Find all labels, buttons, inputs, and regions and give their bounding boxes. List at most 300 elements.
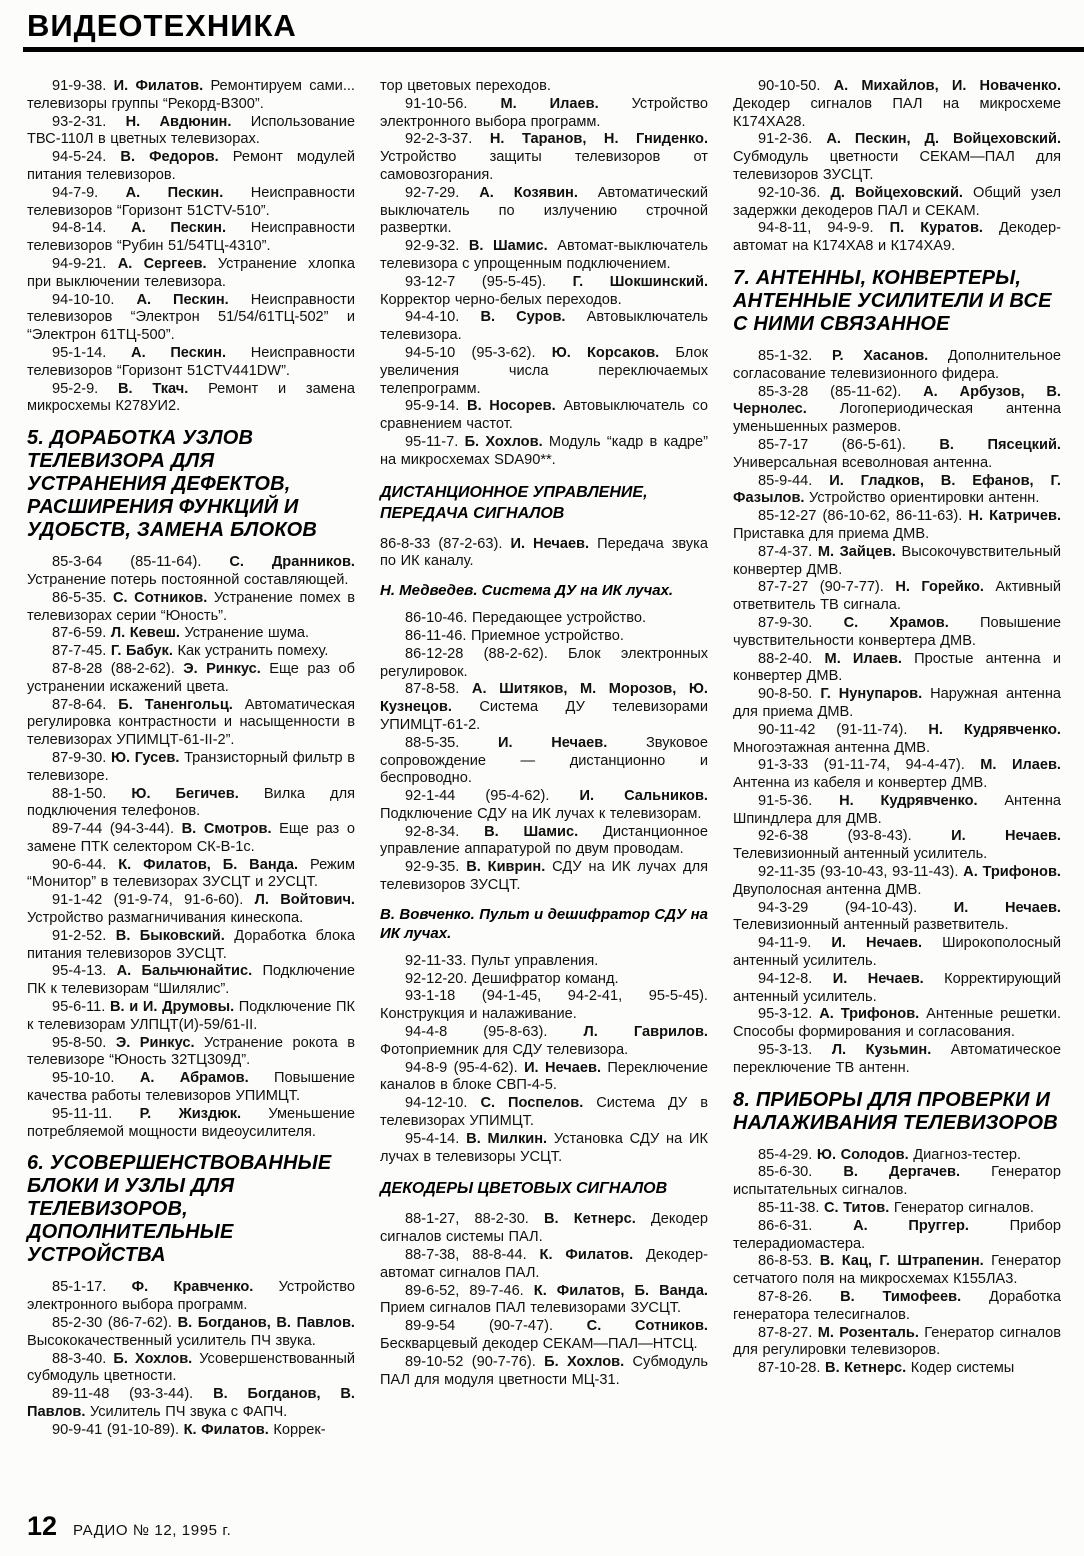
entry-ref: 94-9-21. [52, 255, 118, 272]
entry-ref: 94-5-24. [52, 149, 121, 166]
entry-author: И. Нечаев. [832, 970, 945, 987]
entry-author: С. Сотников. [112, 589, 214, 606]
entry-text: Дополнительное согласование телевизионного фидера. [733, 347, 1061, 382]
entry-ref: 89-11-48 (93-3-44). [52, 1386, 214, 1403]
article-entry [380, 1283, 708, 1319]
column-3 [733, 78, 1061, 1460]
entry-text: Антенна Шпиндлера для ДМВ. [733, 792, 1061, 827]
article-entry [733, 900, 1061, 936]
article-entry [27, 220, 355, 256]
entry-text: Система ДУ в телевизорах УПИМЦТ. [380, 1095, 708, 1130]
article-entry [27, 625, 355, 643]
article-entry [380, 646, 708, 682]
article-entry [380, 953, 708, 971]
entry-text: Общий узел задержки декодеров ПАЛ и СЕКАМ. [733, 184, 1062, 219]
entry-author: А. Пескин. [136, 291, 251, 308]
article-entry [733, 579, 1061, 615]
entry-text: Повышение качества работы телевизоров УПИМЦТ. [27, 1070, 356, 1105]
entry-text: Генератор испытательных сигналов. [733, 1164, 1061, 1199]
entry-ref: 92-11-35 (93-10-43, 93-11-43). [758, 864, 964, 881]
entry-ref: 86-5-35. [52, 589, 113, 606]
journal-issue-label: РАДИО № 12, 1995 г. [73, 1522, 232, 1539]
entry-ref: 95-4-14. [405, 1130, 467, 1147]
article-entry [380, 1318, 708, 1354]
section-heading: 6. УСОВЕРШЕНСТВОВАННЫЕ БЛОКИ И УЗЛЫ ДЛЯ ТЕЛЕВИЗОРОВ, ДОПОЛНИТЕЛЬНЫЕ УСТРОЙСТВА [27, 1152, 332, 1267]
article-entry [27, 750, 355, 786]
entry-author: М. Илаев. [824, 650, 915, 667]
entry-text: Универсальная всеволновая антенна. [733, 454, 993, 471]
entry-ref: 92-1-44 (95-4-62). [405, 788, 580, 805]
article-entry [380, 1131, 708, 1167]
article-entry [380, 434, 708, 470]
article-entry [733, 473, 1061, 509]
entry-author: Б. Хохлов. [544, 1353, 633, 1370]
entry-ref: 89-7-44 (94-3-44). [52, 821, 182, 838]
entry-author: А. Бальчюнайтис. [116, 963, 263, 980]
entry-ref: 95-11-7. [405, 433, 465, 450]
entry-text: Приемное устройство. [470, 627, 624, 644]
entry-ref: 86-8-33 (87-2-63). [380, 535, 511, 552]
entry-text: Бескварцевый декодер СЕКАМ—ПАЛ—НТСЦ. [380, 1336, 698, 1353]
entry-ref: 91-5-36. [758, 792, 840, 809]
entry-author: И. Гладков, В. Ефанов, Г. Фазылов. [733, 472, 1061, 507]
entry-ref: 94-7-9. [52, 184, 126, 201]
entry-author: А. Сергеев. [117, 255, 218, 272]
article-entry [380, 274, 708, 310]
entry-author: М. Зайцев. [817, 543, 902, 560]
entry-ref: 92-9-35. [405, 859, 467, 876]
entry-text: Устранение помех в телевизорах серии “Юность”. [27, 589, 355, 624]
article-entry [27, 928, 355, 964]
article-entry [27, 999, 355, 1035]
article-entry [27, 1386, 355, 1422]
entry-ref: 90-9-41 (91-10-89). [52, 1421, 184, 1438]
entry-author: М. Розенталь. [817, 1324, 925, 1341]
entry-author: А. Трифонов. [819, 1006, 927, 1023]
entry-author: П. Куратов. [889, 220, 1000, 237]
article-entry [733, 1164, 1061, 1200]
article-entry [380, 1247, 708, 1283]
subsection-heading: ДИСТАНЦИОННОЕ УПРАВЛЕНИЕ, ПЕРЕДАЧА СИГНАЛОВ [380, 483, 648, 522]
entry-text: Автовыключатель со сравнением частот. [380, 398, 708, 433]
article-entry [380, 238, 708, 274]
entry-author: И. Нечаев. [951, 828, 1061, 845]
entry-ref: 90-8-50. [758, 686, 821, 703]
entry-text: Подключение ПК к телевизорам УЛПЦТ(И)-59/61-II. [27, 999, 355, 1033]
entry-author: С. Титов. [823, 1200, 894, 1217]
entry-ref: 95-1-14. [52, 344, 132, 361]
entry-text: Усовершенствованный субмодуль цветности. [27, 1350, 355, 1385]
article-entry [380, 185, 708, 238]
entry-ref: 86-6-31. [758, 1217, 854, 1234]
entry-ref: 85-9-44. [758, 472, 830, 489]
entry-author: В. Федоров. [120, 149, 233, 166]
entry-text: СДУ на ИК лучах для телевизоров ЗУСЦТ. [380, 859, 708, 894]
entry-ref: 87-8-64. [52, 696, 119, 713]
entry-author: В. Киврин. [466, 859, 553, 876]
entry-ref: 94-4-10. [405, 309, 481, 326]
entry-author: Н. Горейко. [895, 579, 996, 596]
entry-ref: 91-3-33 (91-11-74, 94-4-47). [758, 757, 981, 774]
series-heading: Н. Медведев. Система ДУ на ИК лучах. [380, 582, 674, 600]
entry-ref: 86-11-46. [405, 627, 471, 644]
entry-text: Подключение СДУ на ИК лучах к телевизорам. [380, 805, 702, 822]
entry-ref: 87-6-59. [52, 625, 111, 642]
entry-author: М. Илаев. [500, 95, 632, 112]
article-entry [380, 824, 708, 860]
entry-text: Устройство ориентировки антенн. [809, 490, 1040, 507]
entry-ref: 88-1-27, 88-2-30. [405, 1211, 545, 1228]
entry-text: Устранение рокота в телевизоре “Юность 32ТЦ309Д”. [27, 1034, 355, 1069]
entry-author: А. Козявин. [479, 184, 598, 201]
article-entry [380, 735, 708, 788]
article-entry [733, 1360, 1061, 1378]
article-entry [733, 437, 1061, 473]
entry-ref: 94-8-11, 94-9-9. [758, 220, 890, 237]
article-entry [380, 788, 708, 824]
article-entry [27, 78, 355, 114]
entry-text: Кодер системы [910, 1360, 1015, 1377]
entry-author: Р. Хасанов. [831, 347, 948, 364]
entry-ref: 94-8-9 (95-4-62). [405, 1059, 525, 1076]
entry-text: Приставка для приема ДМВ. [733, 525, 930, 542]
entry-text: Доработка генератора телесигналов. [733, 1289, 1061, 1323]
entry-author: И. Нечаев. [498, 734, 646, 751]
entry-text: Режим “Монитор” в телевизорах ЗУСЦТ и 2УСЦТ. [27, 856, 355, 891]
entry-text: Еще раз о замене ПТК селектором СК-В-1с. [27, 821, 355, 855]
article-entry [27, 292, 355, 345]
entry-text: Прибор телерадиомастера. [733, 1217, 1061, 1252]
entry-ref: 88-1-50. [52, 785, 132, 802]
entry-author: К. Филатов, Б. Ванда. [118, 856, 310, 873]
article-entry [380, 309, 708, 345]
column-1 [27, 78, 355, 1460]
entry-author: Л. Войтович. [254, 892, 355, 909]
entry-ref: 86-10-46. [405, 610, 473, 627]
entry-text: Логопериодическая антенна уменьшенных размеров. [733, 401, 1061, 436]
entry-ref: 91-1-42 (91-9-74, 91-6-60). [52, 892, 255, 909]
entry-author: А. Абрамов. [139, 1070, 275, 1087]
entry-text: Генератор сетчатого поля на микросхемах К155ЛА3. [733, 1253, 1061, 1288]
entry-ref: 92-6-38 (93-8-43). [758, 828, 952, 845]
section-heading: 7. АНТЕННЫ, КОНВЕРТЕРЫ, АНТЕННЫЕ УСИЛИТЕЛИ И ВСЕ С НИМИ СВЯЗАННОЕ [733, 266, 1052, 335]
entry-text: Повышение чувствительности конвертера ДМВ. [733, 614, 1061, 649]
article-entry [380, 971, 708, 989]
entry-ref: 93-12-7 (95-5-45). [405, 273, 573, 290]
entry-ref: 91-9-38. [52, 78, 114, 94]
entry-ref: 85-1-32. [758, 347, 832, 364]
page-footer [27, 1511, 231, 1542]
entry-author: Ф. Кравченко. [131, 1279, 279, 1296]
article-entry [27, 643, 355, 661]
entry-ref: 94-3-29 (94-10-43). [758, 899, 954, 916]
entry-author: И. Сальников. [579, 788, 708, 805]
entry-ref: 88-2-40. [758, 650, 825, 667]
section-heading: 8. ПРИБОРЫ ДЛЯ ПРОВЕРКИ И НАЛАЖИВАНИЯ ТЕЛЕВИЗОРОВ [733, 1088, 1058, 1134]
article-entry [733, 78, 1061, 131]
entry-ref: 95-6-11. [52, 999, 110, 1016]
entry-author: Ю. Корсаков. [551, 344, 676, 361]
entry-ref: 95-3-12. [758, 1006, 820, 1023]
entry-text: Передача звука по ИК каналу. [380, 535, 708, 570]
entry-text: Установка СДУ на ИК лучах в телевизоры УСЦТ. [380, 1130, 708, 1165]
entry-author: Л. Кузьмин. [831, 1042, 951, 1059]
entry-ref: 90-10-50. [758, 78, 834, 94]
entry-text: Неисправности телевизоров “Горизонт 51CTV-510”. [27, 184, 355, 219]
article-entry [380, 1024, 708, 1060]
entry-ref: 94-11-9. [758, 935, 832, 952]
entry-author: И. Нечаев. [510, 535, 598, 552]
entry-text: Устройство электронного выбора программ. [380, 95, 708, 130]
entry-author: Н. Авдюнин. [125, 113, 251, 130]
entry-ref: 87-4-37. [758, 543, 818, 560]
article-entry [380, 1060, 708, 1096]
entry-ref: 90-11-42 (91-11-74). [758, 721, 929, 738]
entry-ref: 85-3-28 (85-11-62). [758, 383, 924, 400]
entry-ref: 89-9-54 (90-7-47). [405, 1318, 587, 1335]
article-entry [380, 859, 708, 895]
article-entry [27, 1035, 355, 1071]
entry-text: Пульт управления. [470, 952, 599, 969]
article-entry [27, 1070, 355, 1106]
entry-ref: 92-2-3-37. [405, 131, 490, 148]
entry-text: Блок электронных регулировок. [380, 645, 708, 680]
entry-ref: 85-4-29. [758, 1146, 817, 1163]
entry-ref: 85-2-30 (86-7-62). [52, 1315, 178, 1332]
article-entry [27, 786, 355, 822]
entry-author: В. Тимофеев. [840, 1289, 989, 1306]
entry-author: Ю. Гусев. [110, 749, 185, 766]
article-entry [733, 1253, 1061, 1289]
entry-ref: 87-7-45. [52, 643, 111, 660]
entry-ref: 88-5-35. [405, 734, 499, 751]
entry-author: А. Арбузов, В. Чернолес. [733, 383, 1061, 418]
entry-ref: 94-12-10. [405, 1095, 481, 1112]
article-entry [27, 892, 355, 928]
entry-author: С. Поспелов. [480, 1095, 597, 1112]
entry-author: В. Ткач. [118, 380, 209, 397]
entry-author: К. Филатов. [183, 1421, 274, 1438]
entry-text: Автомат-выключатель телевизора с упрощенным подключением. [380, 238, 708, 272]
entry-ref: 94-5-10 (95-3-62). [405, 344, 552, 361]
entry-text: Многоэтажная антенна ДМВ. [733, 739, 931, 756]
entry-ref: 85-3-64 (85-11-64). [52, 554, 230, 571]
article-entry [733, 1042, 1061, 1078]
entry-text: Фотоприемник для СДУ телевизора. [380, 1041, 629, 1058]
entry-ref: 87-7-27 (90-7-77). [758, 579, 896, 596]
article-entry [27, 185, 355, 221]
entry-text: Доработка блока питания телевизоров ЗУСЦТ. [27, 927, 355, 962]
entry-ref: 94-12-8. [758, 970, 833, 987]
article-entry [733, 651, 1061, 687]
entry-ref: 93-2-31. [52, 113, 126, 130]
article-entry [733, 1200, 1061, 1218]
entry-author: Л. Гаврилов. [583, 1024, 708, 1041]
entry-ref: 95-4-13. [52, 963, 117, 980]
entry-ref: 88-3-40. [52, 1350, 114, 1367]
entry-author: Н. Кудрявченко. [839, 792, 1005, 809]
series-heading: В. Вовченко. Пульт и дешифратор СДУ на ИК лучах. [380, 905, 708, 942]
article-entry [733, 384, 1061, 437]
article-entry [733, 131, 1061, 184]
entry-author: В. Кац, Г. Штрапенин. [819, 1253, 992, 1270]
article-entry [27, 149, 355, 185]
entry-author: С. Сотников. [586, 1318, 708, 1335]
entry-ref: 87-9-30. [758, 614, 844, 631]
entry-author: В. Суров. [480, 309, 587, 326]
article-entry [733, 508, 1061, 544]
entry-text: Субмодуль цветности СЕКАМ—ПАЛ для телевизоров ЗУСЦТ. [733, 149, 1061, 183]
article-entry [380, 628, 708, 646]
entry-author: И. Нечаев. [831, 935, 943, 952]
article-entry [27, 857, 355, 893]
entry-text: Конструкция и налаживание. [380, 1006, 577, 1023]
article-entry [733, 757, 1061, 793]
entry-author: Л. Кевеш. [110, 625, 185, 642]
entry-author: Р. Жиздюк. [139, 1105, 269, 1122]
entry-author: Б. Таненгольц. [118, 696, 245, 713]
entry-text: Устройство защиты телевизоров от самовозгорания. [380, 149, 708, 183]
entry-text: Устранение хлопка при выключении телевизора. [27, 255, 355, 290]
article-entry [733, 185, 1061, 221]
entry-ref: 95-9-14. [405, 398, 468, 415]
entry-text: Активный ответвитель ТВ сигнала. [733, 579, 1061, 614]
article-entry [733, 1289, 1061, 1325]
column-2 [380, 78, 708, 1460]
entry-text: Автоматический выключатель по излучению строчной развертки. [380, 184, 708, 237]
entry-author: Э. Ринкус. [115, 1034, 205, 1051]
masthead [0, 0, 1084, 42]
entry-ref: 90-6-44. [52, 856, 119, 873]
entry-author: Г. Нунупаров. [820, 686, 931, 703]
entry-text: Вилка для подключения телефонов. [27, 785, 355, 820]
entry-ref: 95-8-50. [52, 1034, 116, 1051]
article-entry [733, 971, 1061, 1007]
entry-ref: 92-12-20. [405, 970, 473, 987]
entry-text: Прием сигналов ПАЛ телевизорами ЗУСЦТ. [380, 1300, 682, 1317]
entry-text: Декодер-автомат на К174ХА8 и К174ХА9. [733, 220, 1061, 255]
entry-text: Блок увеличения числа переключаемых телепрограмм. [380, 344, 708, 397]
article-entry [27, 345, 355, 381]
article-entry [733, 1147, 1061, 1165]
article-entry [380, 96, 708, 132]
entry-author: Г. Бабук. [110, 643, 178, 660]
entry-ref: 94-8-14. [52, 220, 132, 237]
entry-ref: 92-9-32. [405, 238, 469, 255]
entry-text: Телевизионный антенный разветвитель. [733, 917, 1009, 934]
entry-text: Устройство размагничивания кинескопа. [27, 910, 304, 927]
entry-text: Неисправности телевизоров “Электрон 51/54/61ТЦ-502” и “Электрон 61ТЦ-500”. [27, 291, 355, 344]
entry-text: Простые антенна и конвертер ДМВ. [733, 650, 1062, 685]
article-entry [380, 1354, 708, 1390]
entry-text: Переключение каналов в блоке СВП-4-5. [380, 1059, 708, 1094]
article-entry [27, 1422, 355, 1440]
entry-author: В. Носорев. [467, 398, 564, 415]
article-entry [27, 1351, 355, 1387]
entry-author: Н. Таранов, Н. Гниденко. [489, 131, 709, 148]
article-entry [27, 381, 355, 417]
entry-text: Наружная антенна для приема ДМВ. [733, 686, 1061, 720]
entry-ref: 85-6-30. [758, 1164, 844, 1181]
entry-author: В. Быковский. [115, 927, 235, 944]
entry-text: Субмодуль ПАЛ для модуля цветности МЦ-31. [380, 1353, 708, 1388]
article-entry [27, 590, 355, 626]
entry-text: Антенные решетки. Способы формирования и согласования. [733, 1006, 1061, 1041]
entry-text: Система ДУ телевизорами УПИМЦТ-61-2. [380, 699, 709, 733]
entry-author: Ю. Бегичев. [131, 785, 264, 802]
entry-text: Автоматическая регулировка контрастности и насыщенности в телевизорах УПИМЦТ-61-II-2”. [27, 696, 355, 749]
entry-ref: 87-10-28. [758, 1360, 826, 1377]
entry-ref: 94-10-10. [52, 291, 137, 308]
article-entry [27, 1279, 355, 1315]
entry-ref: 87-8-26. [758, 1289, 841, 1306]
columns-container [0, 52, 1084, 1460]
entry-text: Телевизионный антенный усилитель. [733, 846, 988, 863]
entry-author: С. Храмов. [843, 614, 980, 631]
entry-text: Корректирующий антенный усилитель. [733, 970, 1061, 1005]
entry-text: Модуль “кадр в кадре” на микросхемах SDA90**. [380, 433, 709, 468]
entry-ref: 95-11-11. [52, 1105, 140, 1122]
entry-author: Б. Хохлов. [464, 433, 549, 450]
article-entry [733, 1006, 1061, 1042]
entry-text: Неисправности телевизоров “Рубин 51/54ТЦ-4310”. [27, 220, 355, 255]
entry-author: С. Дранников. [229, 554, 355, 571]
entry-text: Ремонт и замена микросхемы К278УИ2. [27, 380, 356, 415]
entry-author: Д. Войцеховский. [830, 184, 973, 201]
entry-author: В. Дергачев. [843, 1164, 992, 1181]
entry-text: Автоматическое переключение ТВ антенн. [733, 1042, 1061, 1076]
entry-author: И. Нечаев. [953, 899, 1061, 916]
entry-text: Ремонтируем сами... телевизоры группы “Рекорд-В300”. [27, 78, 355, 112]
article-entry [733, 1218, 1061, 1254]
entry-author: А. Пруггер. [853, 1217, 1010, 1234]
entry-ref: 91-10-56. [405, 95, 501, 112]
entry-author: А. Пескин, Д. Войцеховский. [826, 131, 1061, 148]
entry-text: Устранение потерь постоянной составляющей. [27, 571, 349, 588]
entry-text: Двуполосная антенна ДМВ. [733, 881, 922, 898]
entry-author: А. Шитяков, М. Морозов, Ю. Кузнецов. [380, 681, 708, 716]
entry-ref: 95-10-10. [52, 1070, 140, 1087]
entry-author: А. Пескин. [131, 220, 251, 237]
entry-ref: 88-7-38, 88-8-44. [405, 1247, 540, 1264]
entry-text: Передающее устройство. [472, 610, 646, 627]
article-entry [27, 554, 355, 590]
page-title: ВИДЕОТЕХНИКА [27, 8, 297, 43]
article-entry [27, 1106, 355, 1142]
article-entry [27, 697, 355, 750]
article-entry [27, 1315, 355, 1351]
entry-author: В. Шамис. [484, 823, 603, 840]
entry-ref: 89-10-52 (90-7-76). [405, 1353, 545, 1370]
article-entry [27, 256, 355, 292]
entry-ref: 95-2-9. [52, 380, 119, 397]
entry-text: Устройство электронного выбора программ. [27, 1279, 355, 1314]
entry-ref: 93-1-18 (94-1-45, 94-2-41, 95-5-45). [405, 988, 708, 1005]
entry-author: А. Пескин. [131, 344, 251, 361]
article-entry [380, 398, 708, 434]
entry-ref: 87-8-58. [405, 681, 472, 698]
entry-ref: 92-10-36. [758, 184, 831, 201]
article-entry [733, 864, 1061, 900]
page-number: 12 [27, 1511, 58, 1541]
article-entry [380, 1095, 708, 1131]
article-entry [27, 114, 355, 150]
entry-ref: 91-2-36. [758, 131, 827, 148]
entry-text: Использование ТВС-110Л в цветных телевизорах. [27, 113, 355, 148]
entry-author: А. Пескин. [125, 184, 251, 201]
entry-author: А. Михайлов, И. Новаченко. [833, 78, 1062, 94]
article-entry [380, 610, 708, 628]
